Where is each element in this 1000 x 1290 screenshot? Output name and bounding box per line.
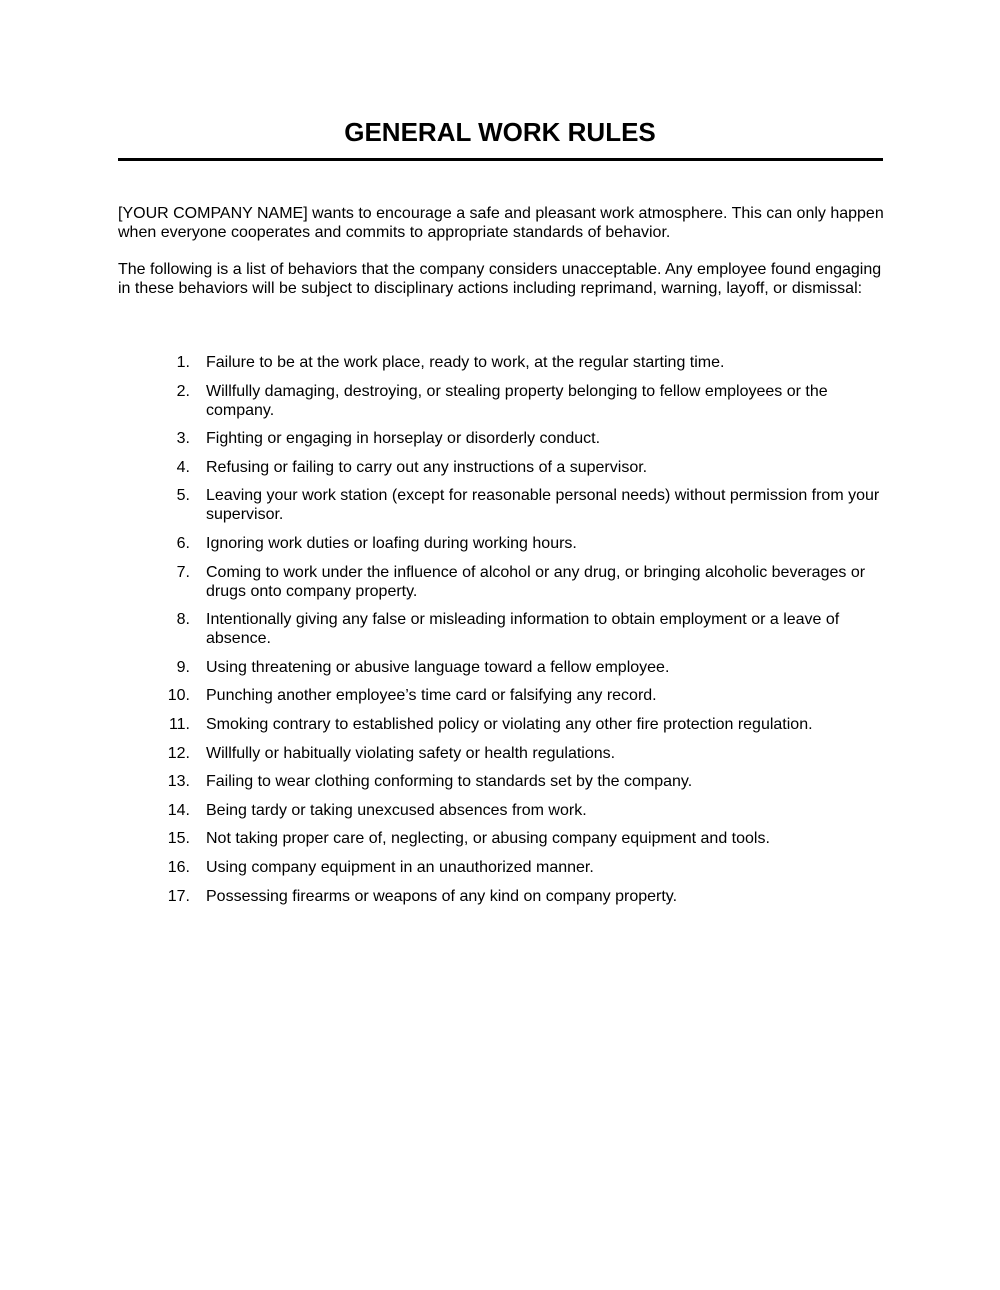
rules-list bbox=[118, 353, 888, 915]
rule-number: 2. bbox=[176, 382, 190, 400]
rule-item bbox=[118, 610, 888, 648]
rule-number: 8. bbox=[176, 611, 190, 629]
rule-item bbox=[118, 744, 888, 763]
rule-number: 15. bbox=[167, 830, 190, 848]
rule-number: 16. bbox=[167, 858, 190, 876]
rule-number: 14. bbox=[167, 801, 190, 819]
rule-item bbox=[118, 772, 888, 791]
rule-item bbox=[118, 801, 888, 820]
rule-item bbox=[118, 353, 888, 372]
rule-item bbox=[118, 658, 888, 677]
rule-text: Using threatening or abusive language toward a fellow employee. bbox=[206, 658, 670, 676]
page-title: GENERAL WORK RULES bbox=[344, 117, 656, 147]
rule-item bbox=[118, 534, 888, 553]
rule-number: 17. bbox=[167, 887, 190, 905]
rule-text: Punching another employee’s time card or falsifying any record. bbox=[206, 687, 657, 705]
rule-text: Using company equipment in an unauthorized manner. bbox=[206, 858, 594, 876]
rule-text: Willfully or habitually violating safety or health regulations. bbox=[206, 744, 616, 762]
rule-number: 5. bbox=[176, 487, 190, 505]
lead-paragraph: The following is a list of behaviors that the company considers unacceptable. Any employee found engaging in these behaviors will be subject to disciplinary actions including reprimand, warning, layoff, or dismissal: bbox=[118, 261, 882, 297]
rule-item bbox=[118, 429, 888, 448]
intro-paragraph: [YOUR COMPANY NAME] wants to encourage a safe and pleasant work atmosphere. This can only happen when everyone cooperates and commits to appropriate standards of behavior. bbox=[118, 205, 884, 241]
rule-text: Leaving your work station (except for reasonable personal needs) without permission from your supervisor. bbox=[206, 487, 880, 524]
rule-number: 6. bbox=[176, 534, 190, 552]
rule-number: 10. bbox=[167, 687, 190, 705]
rule-text: Smoking contrary to established policy or violating any other fire protection regulation. bbox=[206, 715, 813, 733]
rule-item bbox=[118, 887, 888, 906]
rule-number: 4. bbox=[176, 458, 190, 476]
title-underline bbox=[118, 158, 883, 161]
rule-number: 13. bbox=[167, 773, 190, 791]
rule-item bbox=[118, 829, 888, 848]
rule-number: 11. bbox=[168, 715, 190, 733]
rule-item bbox=[118, 458, 888, 477]
rule-text: Fighting or engaging in horseplay or disorderly conduct. bbox=[206, 430, 601, 448]
rule-text: Being tardy or taking unexcused absences from work. bbox=[206, 801, 587, 819]
rule-item bbox=[118, 486, 888, 524]
rule-text: Ignoring work duties or loafing during working hours. bbox=[206, 534, 577, 552]
rule-item bbox=[118, 563, 888, 601]
rule-text: Possessing firearms or weapons of any kind on company property. bbox=[206, 887, 678, 905]
rule-text: Willfully damaging, destroying, or stealing property belonging to fellow employees or the company. bbox=[206, 382, 828, 419]
rule-number: 9. bbox=[176, 658, 190, 676]
rule-number: 1. bbox=[176, 354, 190, 371]
rule-text: Not taking proper care of, neglecting, or abusing company equipment and tools. bbox=[206, 830, 770, 848]
rule-number: 7. bbox=[176, 563, 190, 581]
rule-number: 12. bbox=[167, 744, 190, 762]
rule-text: Intentionally giving any false or misleading information to obtain employment or a leave of absence. bbox=[206, 611, 840, 648]
rule-number: 3. bbox=[176, 430, 190, 448]
rule-item bbox=[118, 858, 888, 877]
rule-item bbox=[118, 715, 888, 734]
rule-text: Refusing or failing to carry out any instructions of a supervisor. bbox=[206, 458, 648, 476]
rule-text: Failure to be at the work place, ready to work, at the regular starting time. bbox=[206, 354, 725, 371]
rule-text: Failing to wear clothing conforming to standards set by the company. bbox=[206, 773, 693, 791]
rule-text: Coming to work under the influence of alcohol or any drug, or bringing alcoholic beverages or drugs onto company property. bbox=[206, 563, 866, 600]
rule-item bbox=[118, 686, 888, 705]
rule-item bbox=[118, 382, 888, 420]
